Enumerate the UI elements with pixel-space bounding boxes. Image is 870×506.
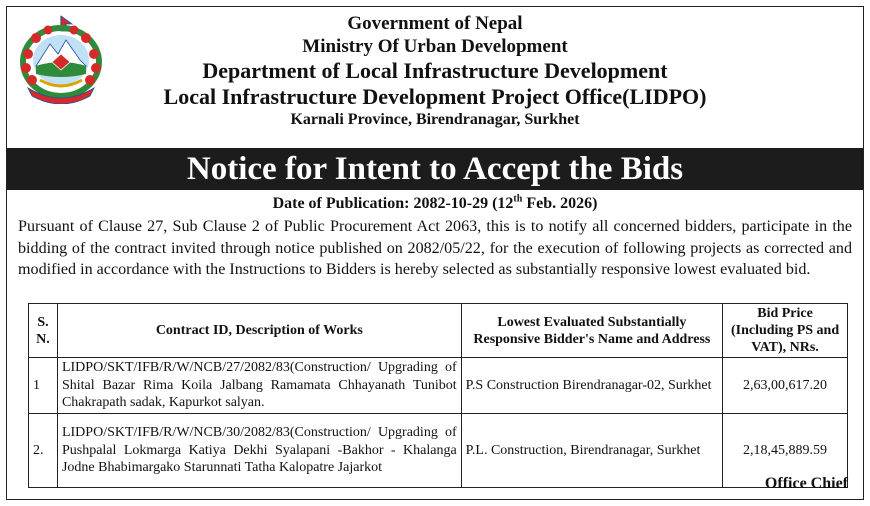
publication-date-label: Date of Publication: 2082-10-29 (12	[272, 195, 514, 212]
publication-date-suffix: Feb. 2026)	[522, 195, 598, 212]
col-header-bidder: Lowest Evaluated Substantially Responsive Bidder's Name and Address	[461, 304, 722, 358]
notice-title-banner: Notice for Intent to Accept the Bids	[7, 148, 863, 190]
col-header-description: Contract ID, Description of Works	[57, 304, 461, 358]
header-block	[0, 12, 870, 130]
row-price: 2,18,45,889.59	[723, 414, 848, 488]
publication-date-sup: th	[513, 193, 523, 205]
signature-office-chief: Office Chief	[764, 475, 848, 492]
row-sn: 2.	[29, 414, 58, 488]
header-address: Karnali Province, Birendranagar, Surkhet	[290, 111, 580, 128]
row-bidder: P.S Construction Birendranagar-02, Surkhet	[461, 358, 722, 414]
table-row	[29, 414, 848, 488]
notice-body-text: Pursuant of Clause 27, Sub Clause 2 of Public Procurement Act 2063, this is to notify all concerned bidders, participate in the bidding of the contract invited through notice published on 2082/05/22, for the execution of following projects as corrected and modified in accordance with the Instructions to Bidders is hereby selected as substantially responsive lowest evaluated bid.	[18, 218, 852, 278]
row-price: 2,63,00,617.20	[723, 358, 848, 414]
publication-date	[0, 194, 870, 214]
row-bidder: P.L. Construction, Birendranagar, Surkhet	[461, 414, 722, 488]
header-government: Government of Nepal	[347, 13, 523, 34]
table-row	[29, 358, 848, 414]
row-sn: 1	[29, 358, 58, 414]
header-ministry: Ministry Of Urban Development	[302, 36, 568, 57]
table-header-row	[29, 304, 848, 358]
col-header-sn: S. N.	[29, 304, 58, 358]
col-header-price: Bid Price (Including PS and VAT), NRs.	[723, 304, 848, 358]
row-description: LIDPO/SKT/IFB/R/W/NCB/27/2082/83(Construction/ Upgrading of Shital Bazar Rima Koila Jalbang Ramamata Chhayanath Tunibot Chakrapath sadak, Kapurkot salyan.	[57, 358, 461, 414]
header-office: Local Infrastructure Development Project Office(LIDPO)	[163, 84, 707, 109]
bids-table	[28, 303, 848, 488]
header-department: Department of Local Infrastructure Development	[202, 58, 668, 83]
row-description: LIDPO/SKT/IFB/R/W/NCB/30/2082/83(Construction/ Upgrading of Pushpalal Lokmarga Katiya Dekhi Syalapani -Bakhor - Khalanga Jodne Bhabimargako Starunnati Tatha Kalopatre Jajarkot	[57, 414, 461, 488]
